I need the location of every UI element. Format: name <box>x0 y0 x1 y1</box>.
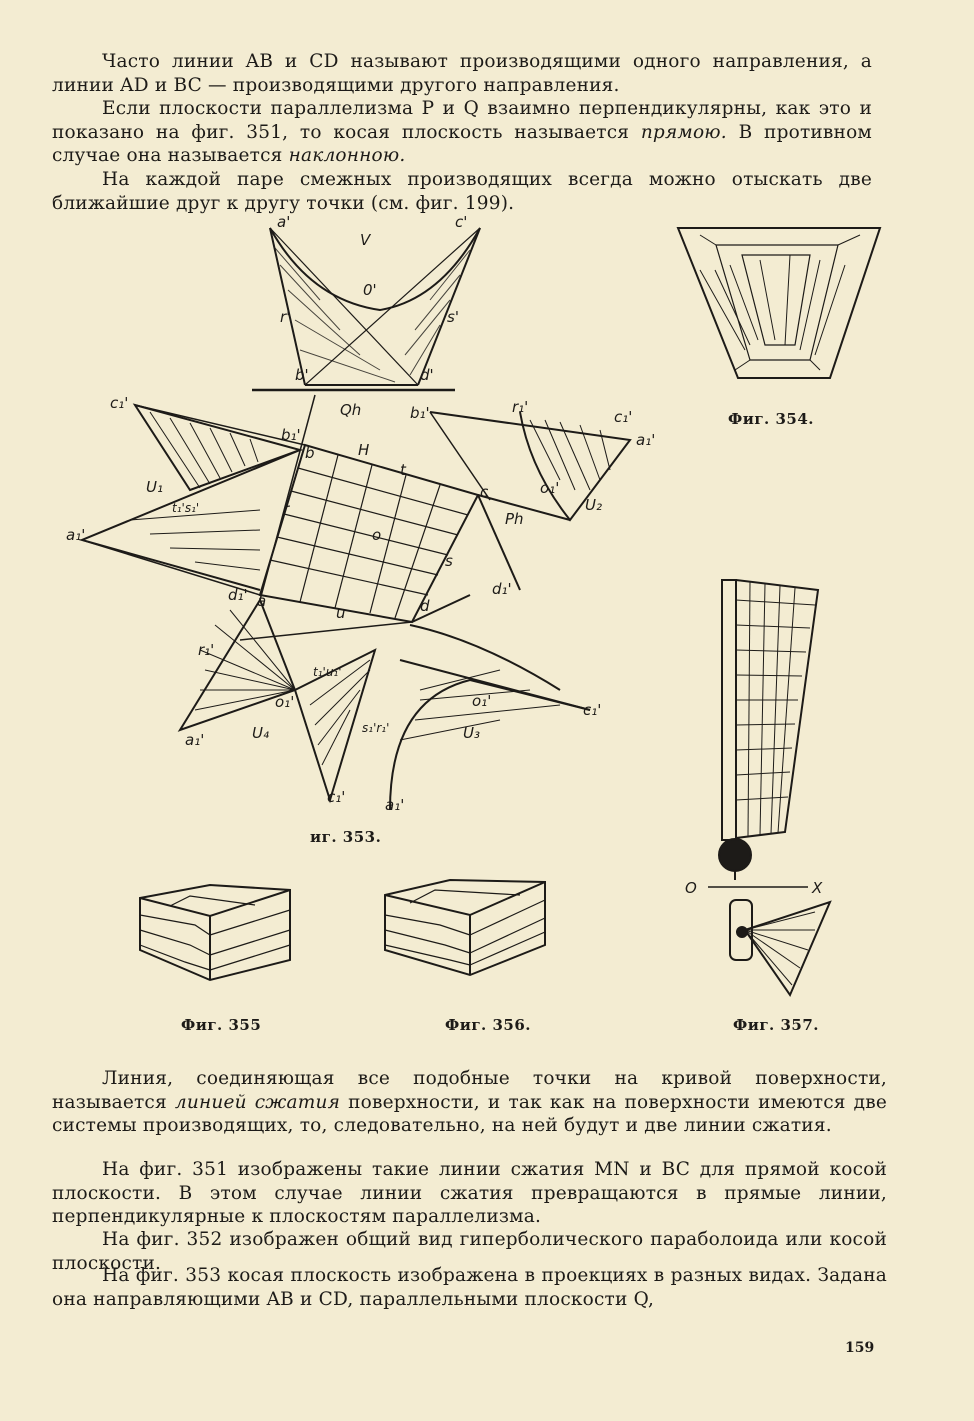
label-V: V <box>360 231 371 249</box>
label-o1-right: o₁' <box>540 479 560 497</box>
label-U4: U₄ <box>252 724 269 742</box>
caption-fig355: Фиг. 355 <box>181 1016 262 1034</box>
paragraph-4-part-b: поверхности, и так как на поверхности имеются две системы производящих, то, следовательно, на ней будут и две линии сжатия. <box>52 1091 887 1136</box>
label-Qh: Qh <box>340 401 362 419</box>
label-a1-left: a₁' <box>66 526 86 544</box>
label-ts1: t₁'s₁' <box>172 501 200 515</box>
label-O: O <box>685 879 697 897</box>
label-U3: U₃ <box>463 724 480 742</box>
label-r1-low: r₁' <box>198 641 215 659</box>
paragraph-7: На фиг. 353 косая плоскость изображена в проекциях в разных видах. Задана она направляющими AB и CD, параллельными плоскости Q, <box>52 1265 887 1310</box>
label-b1-top: b₁' <box>410 404 430 422</box>
label-c: c <box>480 483 489 501</box>
label-H: H <box>358 441 370 459</box>
paragraph-3: На каждой паре смежных производящих всегда можно отыскать две ближайшие друг к другу точки (см. фиг. 199). <box>52 169 872 214</box>
label-s-prime: s' <box>447 308 459 326</box>
fig354-drawing <box>678 228 880 378</box>
label-o: o <box>372 526 382 544</box>
label-X: X <box>812 879 823 897</box>
label-b-prime: b' <box>295 366 309 384</box>
label-o1-low: o₁' <box>275 693 295 711</box>
label-Ph: Ph <box>505 510 524 528</box>
label-r-prime: r' <box>280 308 291 326</box>
paragraph-4 <box>52 1067 887 1138</box>
fig355-drawing <box>140 885 290 980</box>
label-o1-low-right: o₁' <box>472 692 492 710</box>
fig353-u1-triangle <box>82 405 300 590</box>
label-c1-left: c₁' <box>110 394 129 412</box>
paragraph-4-part-a: Линия, соединяющая все подобные точки на кривой поверхности, называется <box>52 1068 887 1113</box>
label-a1-bottom: a₁' <box>385 796 405 814</box>
paragraph-2-part-a: Если плоскости параллелизма P и Q взаимно перпендикулярны, как это и показано на фиг. 351, то косая плоскость называется <box>52 98 872 143</box>
fig356-drawing <box>385 880 545 975</box>
label-U1: U₁ <box>146 478 163 496</box>
emphasis-pryamoyu: прямою. <box>640 121 727 143</box>
caption-fig356: Фиг. 356. <box>445 1016 532 1034</box>
caption-fig357: Фиг. 357. <box>733 1016 820 1034</box>
label-t: t <box>400 461 406 479</box>
emphasis-naklonnoyu: наклонною. <box>288 145 406 166</box>
label-d1-right: d₁' <box>492 580 512 598</box>
label-U2: U₂ <box>585 496 602 514</box>
label-o-prime: 0' <box>363 281 377 299</box>
label-a1-low: a₁' <box>185 731 205 749</box>
label-b: b <box>305 444 315 462</box>
paragraph-5: На фиг. 351 изображены такие линии сжатия MN и BC для прямой косой плоскости. В этом случае линии сжатия превращаются в прямые линии, перпендикулярные к плоскостям параллелизма. <box>52 1159 887 1227</box>
fig353-horizontal-projection <box>82 395 520 640</box>
label-d-prime: d' <box>420 366 434 384</box>
fig357-drawing <box>708 580 830 995</box>
caption-fig354: Фиг. 354. <box>728 410 815 428</box>
label-c-prime: c' <box>455 213 468 231</box>
label-r1-top: r₁' <box>512 398 529 416</box>
label-b1-mid: b₁' <box>281 426 301 444</box>
label-c1-bottom: c₁' <box>327 788 346 806</box>
label-a1-right: a₁' <box>636 431 656 449</box>
caption-fig353: иг. 353. <box>310 828 382 846</box>
fig353-u3-shape <box>390 625 590 810</box>
label-c1-right: c₁' <box>614 408 633 426</box>
label-c1-low-right: c₁' <box>583 701 602 719</box>
paragraph-1: Часто линии AB и CD называют производящими одного направления, а линии AD и BC — производящими другого направления. <box>52 51 872 96</box>
label-a: a <box>257 592 267 610</box>
label-r: r <box>283 500 290 518</box>
label-d: d <box>420 597 430 615</box>
page-number: 159 <box>845 1340 875 1356</box>
emphasis-liniey-szhatiya: линией сжатия <box>174 1091 341 1113</box>
label-d1a: d₁' <box>228 586 248 604</box>
label-t1u1: t₁'u₁' <box>313 665 342 679</box>
label-s1r1: s₁'r₁' <box>362 721 390 735</box>
paragraph-2-part-b: В противном случае она называется <box>52 121 872 166</box>
label-a-prime: a' <box>277 213 291 231</box>
label-u: u <box>336 604 346 622</box>
label-s: s <box>445 552 453 570</box>
paragraph-6: На фиг. 352 изображен общий вид гиперболического параболоида или косой плоскости. <box>52 1229 887 1274</box>
